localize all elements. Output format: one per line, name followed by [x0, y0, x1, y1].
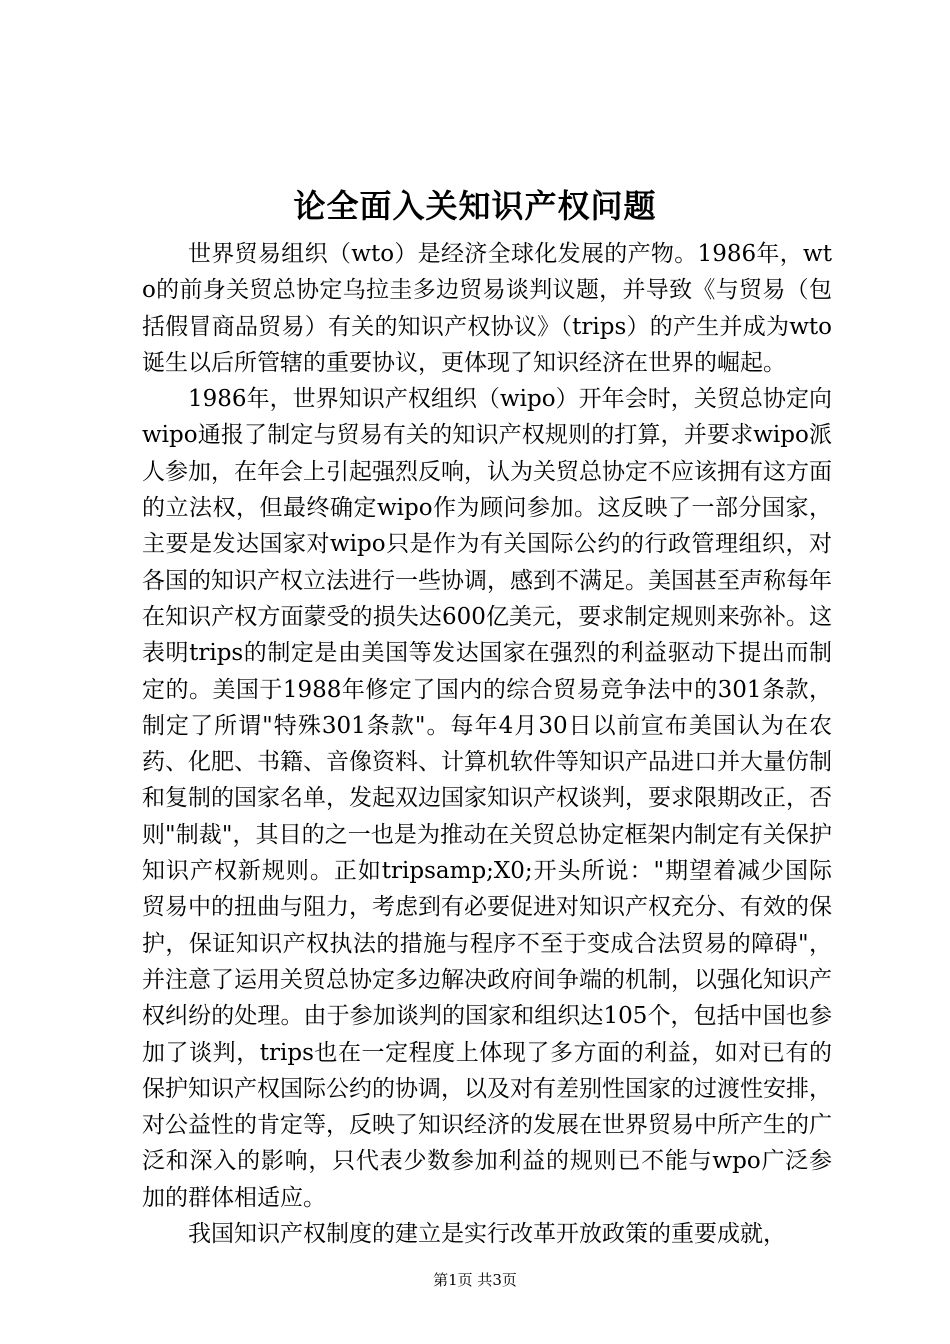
document-title: 论全面入关知识产权问题	[293, 187, 657, 225]
document-body	[142, 236, 832, 1252]
paragraph-1: 世界贸易组织（wto）是经济全球化发展的产物。1986年，wto的前身关贸总协定乌拉圭多边贸易谈判议题，并导致《与贸易（包括假冒商品贸易）有关的知识产权协议》（trips）的产生并成为wto诞生以后所管辖的重要协议，更体现了知识经济在世界的崛起。	[142, 241, 832, 376]
paragraph-3: 我国知识产权制度的建立是实行改革开放政策的重要成就，	[188, 1221, 786, 1248]
paragraph-2: 1986年，世界知识产权组织（wipo）开年会时，关贸总协定向wipo通报了制定与贸易有关的知识产权规则的打算，并要求wipo派人参加，在年会上引起强烈反响，认为关贸总协定不应该拥有这方面的立法权，但最终确定wipo作为顾问参加。这反映了一部分国家，主要是发达国家对wipo只是作为有关国际公约的行政管理组织，对各国的知识产权立法进行一些协调，感到不满足。美国甚至声称每年在知识产权方面蒙受的损失达600亿美元，要求制定规则来弥补。这表明trips的制定是由美国等发达国家在强烈的利益驱动下提出而制定的。美国于1988年修定了国内的综合贸易竞争法中的301条款，制定了所谓"特殊301条款"。每年4月30日以前宣布美国认为在农药、化肥、书籍、音像资料、计算机软件等知识产品进口并大量仿制和复制的国家名单，发起双边国家知识产权谈判，要求限期改正，否则"制裁"，其目的之一也是为推动在关贸总协定框架内制定有关保护知识产权新规则。正如tripsamp;X0;开头所说："期望着减少国际贸易中的扭曲与阻力，考虑到有必要促进对知识产权充分、有效的保护，保证知识产权执法的措施与程序不至于变成合法贸易的障碍"，并注意了运用关贸总协定多边解决政府间争端的机制，以强化知识产权纠纷的处理。由于参加谈判的国家和组织达105个，包括中国也参加了谈判，trips也在一定程度上体现了多方面的利益，如对已有的保护知识产权国际公约的协调，以及对有差别性国家的过渡性安排，对公益性的肯定等，反映了知识经济的发展在世界贸易中所产生的广泛和深入的影响，只代表少数参加利益的规则已不能与wpo广泛参加的群体相适应。	[142, 386, 832, 1211]
page-number-footer: 第1页 共3页	[433, 1271, 517, 1289]
